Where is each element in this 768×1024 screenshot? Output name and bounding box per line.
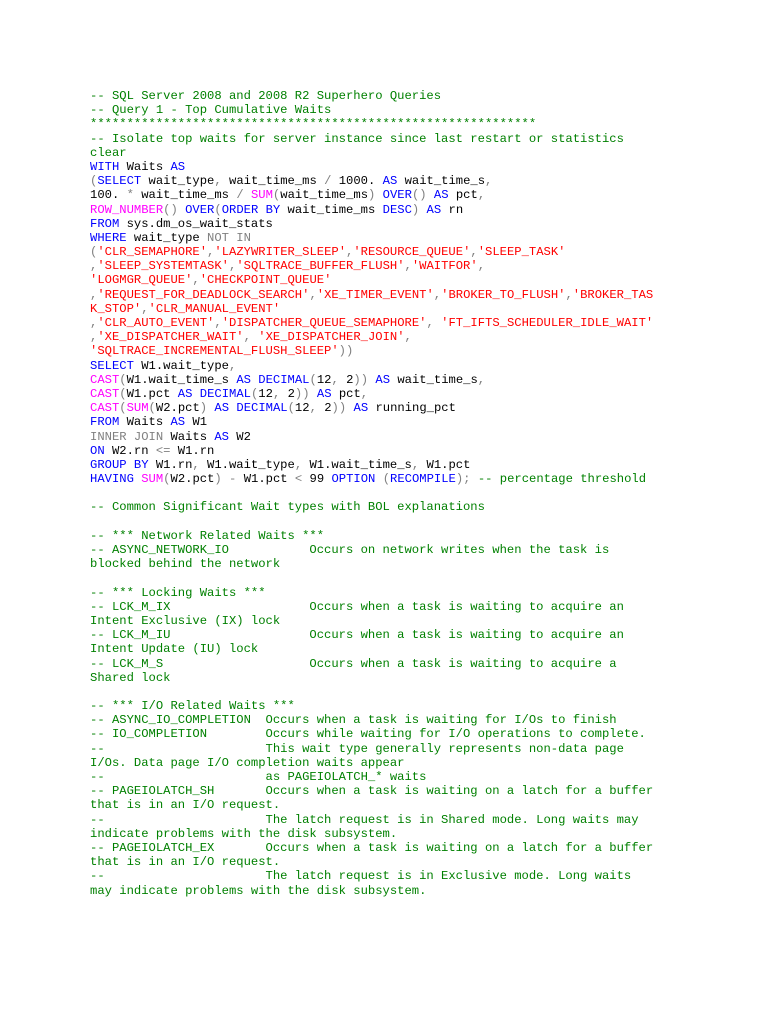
code-token: -- SQL Server 2008 and 2008 R2 Superhero Queries (90, 89, 442, 103)
code-token: 'SLEEP_SYSTEMTASK' (97, 259, 229, 274)
code-line (90, 217, 750, 231)
code-line (90, 486, 750, 500)
code-token (310, 387, 317, 401)
code-token: , (192, 273, 200, 288)
code-token: CAST (90, 372, 120, 387)
code-token: wait_time_s (390, 372, 478, 387)
code-token: wait_time_ms (280, 202, 383, 217)
code-token: ( (272, 188, 281, 203)
code-token: ( (214, 202, 222, 217)
code-token (419, 203, 426, 217)
code-token: ( (90, 174, 98, 189)
code-token: AS (426, 202, 442, 217)
code-token: ( (250, 386, 259, 401)
code-token: 'XE_DISPATCHER_JOIN' (258, 330, 405, 345)
code-token: , (90, 259, 98, 274)
code-token: , (360, 386, 369, 401)
code-token: )) (353, 372, 369, 387)
code-token: , (411, 457, 420, 472)
code-line (90, 231, 750, 245)
code-token: 'BROKER_TAS (572, 287, 654, 302)
code-token: W1.wait_type (199, 457, 295, 472)
code-token: , (404, 259, 412, 274)
code-token: 'CHECKPOINT_QUEUE' (199, 273, 332, 288)
code-token: , (228, 358, 237, 373)
code-token: -- PAGEIOLATCH_EX Occurs when a task is waiting on a latch for a buffer (90, 840, 654, 855)
code-token: GROUP BY (90, 457, 149, 472)
code-token: ) (214, 472, 222, 487)
code-line (90, 330, 750, 344)
code-token: AS (236, 372, 251, 387)
code-token: ( (119, 372, 127, 387)
code-token: , (228, 259, 237, 274)
code-token: HAVING (90, 472, 134, 487)
code-token: 'REQUEST_FOR_DEADLOCK_SEARCH' (97, 287, 310, 302)
code-token: W1.pct (126, 386, 178, 401)
code-line (90, 146, 750, 160)
code-token: Shared lock (90, 670, 171, 685)
code-token: )) (338, 344, 354, 359)
code-line (90, 132, 750, 146)
code-line (90, 657, 750, 671)
code-token: , (141, 301, 149, 316)
code-token: wait_type (126, 230, 208, 245)
code-token: NOT IN (207, 230, 251, 245)
code-token (178, 203, 185, 217)
code-token: DECIMAL (258, 372, 310, 387)
code-token: INNER JOIN (90, 429, 164, 444)
code-token: -- *** I/O Related Waits *** (90, 699, 295, 714)
code-line (90, 500, 750, 514)
code-token (427, 188, 434, 202)
code-token: 12 (294, 401, 310, 416)
code-line (90, 869, 750, 883)
code-token: -- The latch request is in Exclusive mode. Long waits (90, 869, 632, 884)
code-token: 'XE_TIMER_EVENT' (316, 287, 434, 302)
code-token: OVER (185, 202, 215, 217)
code-token: , (214, 316, 222, 330)
code-line (90, 628, 750, 642)
code-token: blocked behind the network (90, 557, 281, 572)
code-token: 'CLR_MANUAL_EVENT' (148, 301, 281, 316)
code-token: 'WAITFOR' (411, 259, 478, 274)
code-token: -- This wait type generally represents non-data page (90, 741, 624, 756)
code-token: -- The latch request is in Shared mode. Long waits may (90, 812, 639, 827)
code-token: FROM (90, 415, 120, 430)
sql-code-listing (90, 89, 750, 898)
code-line (90, 713, 750, 727)
code-token: DECIMAL (199, 386, 251, 401)
code-token: I/Os. Data page I/O completion waits appear (90, 755, 405, 770)
code-token: SUM (250, 188, 273, 203)
code-token: 2 (316, 401, 332, 416)
code-token: AS (433, 188, 449, 203)
code-line (90, 727, 750, 741)
code-token: AS (375, 372, 391, 387)
code-token: AS (170, 415, 186, 430)
code-line (90, 756, 750, 770)
code-token: 'RESOURCE_QUEUE' (353, 245, 471, 260)
code-line (90, 798, 750, 812)
code-line (90, 344, 750, 358)
code-token: , (477, 188, 486, 203)
code-token: ( (119, 401, 127, 416)
code-token: < (294, 472, 303, 487)
code-token: Waits (119, 159, 171, 174)
code-token: -- IO_COMPLETION Occurs while waiting for I/O operations to complete. (90, 727, 646, 742)
code-token: -- ASYNC_IO_COMPLETION Occurs when a task is waiting for I/Os to finish (90, 713, 617, 728)
code-token: 'XE_DISPATCHER_WAIT' (97, 330, 244, 345)
code-token: W2 (228, 429, 251, 444)
code-token: * (119, 188, 134, 203)
code-line (90, 827, 750, 841)
code-token: OPTION (331, 472, 376, 487)
code-token: SUM (126, 401, 149, 416)
code-line (90, 699, 750, 713)
code-line (90, 245, 750, 259)
code-token: wait_time_s (397, 174, 486, 189)
code-token: , (470, 245, 478, 260)
code-token: wait_time_ms (133, 188, 237, 203)
code-line (90, 472, 750, 486)
code-token: , (426, 316, 434, 330)
code-line (90, 302, 750, 316)
code-line (90, 273, 750, 287)
code-token: 'SQLTRACE_BUFFER_FLUSH' (236, 259, 405, 274)
code-token: W2.pct (170, 472, 215, 487)
code-token: W1 (185, 415, 208, 430)
code-token: ) (411, 202, 420, 217)
code-line (90, 770, 750, 784)
code-token: AS (170, 159, 186, 174)
code-token: , (207, 245, 215, 260)
code-token: / (236, 188, 244, 203)
code-token: ( (119, 386, 127, 401)
code-token: 'CLR_AUTO_EVENT' (97, 316, 215, 330)
code-line (90, 117, 750, 131)
code-line (90, 742, 750, 756)
code-token: , (404, 330, 412, 345)
code-token: 'FT_IFTS_SCHEDULER_IDLE_WAIT' (441, 316, 654, 330)
code-token: clear (90, 145, 127, 160)
code-token (244, 188, 251, 202)
code-token: SELECT (90, 358, 134, 373)
code-token: ( (90, 245, 98, 260)
code-token: sys.dm_os_wait_stats (119, 216, 273, 231)
code-line (90, 401, 750, 415)
code-line (90, 359, 750, 373)
code-token: AS (353, 401, 369, 416)
code-token: Waits (163, 429, 215, 444)
code-line (90, 89, 750, 103)
code-line (90, 430, 750, 444)
code-token: ); (455, 472, 471, 487)
code-token: wait_time_ms (221, 174, 325, 189)
code-token (346, 401, 353, 415)
code-token: AS (214, 401, 230, 416)
code-line (90, 855, 750, 869)
code-token: pct (448, 188, 478, 203)
code-line (90, 458, 750, 472)
code-token: -- LCK_M_IX Occurs when a task is waiting to acquire an (90, 599, 624, 614)
code-line (90, 642, 750, 656)
code-token: 'LOGMGR_QUEUE' (90, 273, 193, 288)
code-token: wait_time_ms (280, 188, 369, 203)
code-token: -- PAGEIOLATCH_SH Occurs when a task is waiting on a latch for a buffer (90, 784, 654, 799)
code-token: ON (90, 443, 105, 458)
code-token: Waits (119, 415, 171, 430)
code-token: 'SQLTRACE_INCREMENTAL_FLUSH_SLEEP' (90, 344, 339, 359)
code-token: 'BROKER_TO_FLUSH' (441, 287, 566, 302)
code-line (90, 571, 750, 585)
code-line (90, 160, 750, 174)
code-line (90, 529, 750, 543)
code-token: 12 (258, 386, 273, 401)
code-token: / (324, 174, 332, 189)
code-token: ( (382, 472, 391, 487)
code-token: , (90, 330, 98, 345)
code-line (90, 316, 750, 330)
code-line (90, 387, 750, 401)
code-line (90, 259, 750, 273)
code-token (192, 387, 199, 401)
code-token: 1000. (331, 174, 376, 189)
code-token: , (565, 287, 573, 302)
code-token: W1.pct (419, 457, 471, 472)
code-token: W2.rn (104, 443, 156, 458)
code-token: 2 (338, 372, 354, 387)
code-token: rn (441, 202, 464, 217)
code-token: AS (316, 386, 332, 401)
code-token: SELECT (97, 174, 142, 189)
code-token: -- Isolate top waits for server instance since last restart or statistics (90, 131, 624, 146)
code-token: indicate problems with the disk subsystem. (90, 826, 398, 841)
code-line (90, 884, 750, 898)
code-token: )) (331, 401, 347, 416)
code-token: <= (155, 443, 171, 458)
code-token: W2.pct (155, 401, 200, 416)
code-token: CAST (90, 386, 120, 401)
code-token: 'LAZYWRITER_SLEEP' (214, 245, 347, 260)
code-token: CAST (90, 401, 120, 416)
code-token: 12 (316, 372, 332, 387)
code-line (90, 600, 750, 614)
code-token: , (331, 372, 339, 387)
code-token: ( (163, 472, 171, 487)
code-token: ************************************************************* (90, 117, 537, 132)
code-token: WHERE (90, 230, 127, 245)
code-token: K_STOP' (90, 301, 142, 316)
code-token: ROW_NUMBER (90, 202, 164, 217)
code-line (90, 103, 750, 117)
code-line (90, 813, 750, 827)
code-token: )) (294, 386, 310, 401)
code-line (90, 784, 750, 798)
code-token (222, 472, 229, 486)
code-token: -- LCK_M_IU Occurs when a task is waiting to acquire an (90, 628, 624, 643)
code-line (90, 671, 750, 685)
code-token: RECOMPILE (390, 472, 456, 487)
code-token: ( (148, 401, 156, 416)
code-token: , (346, 245, 354, 260)
code-token: wait_type (141, 174, 215, 189)
code-token: FROM (90, 216, 120, 231)
code-token: , (192, 457, 200, 472)
code-token: may indicate problems with the disk subsystem. (90, 883, 427, 898)
code-token: AS (214, 429, 229, 444)
code-token: () (411, 188, 427, 203)
code-token: , (433, 287, 442, 302)
code-token: DECIMAL (236, 401, 288, 416)
code-line (90, 444, 750, 458)
code-token: () (163, 202, 178, 217)
code-token: ) (368, 188, 376, 203)
code-token: ORDER BY (221, 202, 281, 217)
code-line (90, 685, 750, 699)
code-token: DESC (382, 202, 412, 217)
code-line (90, 586, 750, 600)
code-token: , (477, 259, 486, 274)
code-line (90, 614, 750, 628)
code-token: OVER (382, 188, 412, 203)
code-token: W1.pct (236, 472, 295, 487)
code-token: , (90, 287, 98, 302)
code-token (375, 472, 382, 486)
code-token: , (294, 457, 303, 472)
code-line (90, 373, 750, 387)
code-token: Intent Exclusive (IX) lock (90, 613, 281, 628)
code-token: W1.wait_type (133, 358, 229, 373)
code-token: , (214, 174, 222, 189)
code-token: W1.wait_time_s (126, 372, 237, 387)
code-token: 100. (90, 188, 120, 203)
code-token: -- ASYNC_NETWORK_IO Occurs on network writes when the task is (90, 543, 610, 557)
code-token: W1.rn (148, 457, 193, 472)
code-line (90, 543, 750, 557)
code-token: 'SLEEP_TASK' (477, 245, 566, 260)
code-line (90, 203, 750, 217)
code-token: that is in an I/O request. (90, 855, 281, 870)
code-token: ( (287, 401, 295, 416)
code-line (90, 288, 750, 302)
code-token: - (229, 472, 237, 487)
code-token: -- Common Significant Wait types with BOL explanations (90, 500, 485, 515)
code-token (375, 188, 382, 202)
code-token: W1.wait_time_s (302, 457, 412, 472)
code-token: -- as PAGEIOLATCH_* waits (90, 770, 427, 784)
code-line (90, 415, 750, 429)
code-line (90, 515, 750, 529)
code-token: 'CLR_SEMAPHORE' (97, 245, 208, 260)
code-token: AS (375, 174, 398, 189)
code-token: , (309, 287, 317, 302)
code-token: AS (177, 386, 193, 401)
code-token: -- *** Locking Waits *** (90, 585, 266, 600)
code-token: ) (199, 401, 208, 416)
code-line (90, 188, 750, 202)
code-token: SUM (141, 472, 164, 487)
code-token: WITH (90, 159, 120, 174)
code-line (90, 841, 750, 855)
code-token: -- percentage threshold (470, 472, 647, 487)
code-token: , (90, 316, 98, 330)
code-token: 'DISPATCHER_QUEUE_SEMAPHORE' (221, 316, 427, 330)
code-line (90, 174, 750, 188)
code-token: 99 (302, 472, 332, 487)
code-token: running_pct (368, 401, 456, 416)
code-token: that is in an I/O request. (90, 798, 281, 813)
code-token: 2 (280, 386, 295, 401)
code-token: , (477, 372, 486, 387)
code-token: -- *** Network Related Waits *** (90, 528, 325, 543)
code-token: pct (331, 386, 361, 401)
code-line (90, 557, 750, 571)
code-token: , (309, 401, 317, 416)
code-token: , (485, 174, 493, 189)
code-token: W1.rn (170, 443, 215, 458)
code-token: -- LCK_M_S Occurs when a task is waiting to acquire a (90, 656, 617, 671)
code-token: -- Query 1 - Top Cumulative Waits (90, 103, 332, 118)
code-token: , (243, 330, 251, 345)
code-token: ( (309, 372, 317, 387)
code-token: , (272, 386, 281, 401)
code-token: Intent Update (IU) lock (90, 642, 259, 657)
